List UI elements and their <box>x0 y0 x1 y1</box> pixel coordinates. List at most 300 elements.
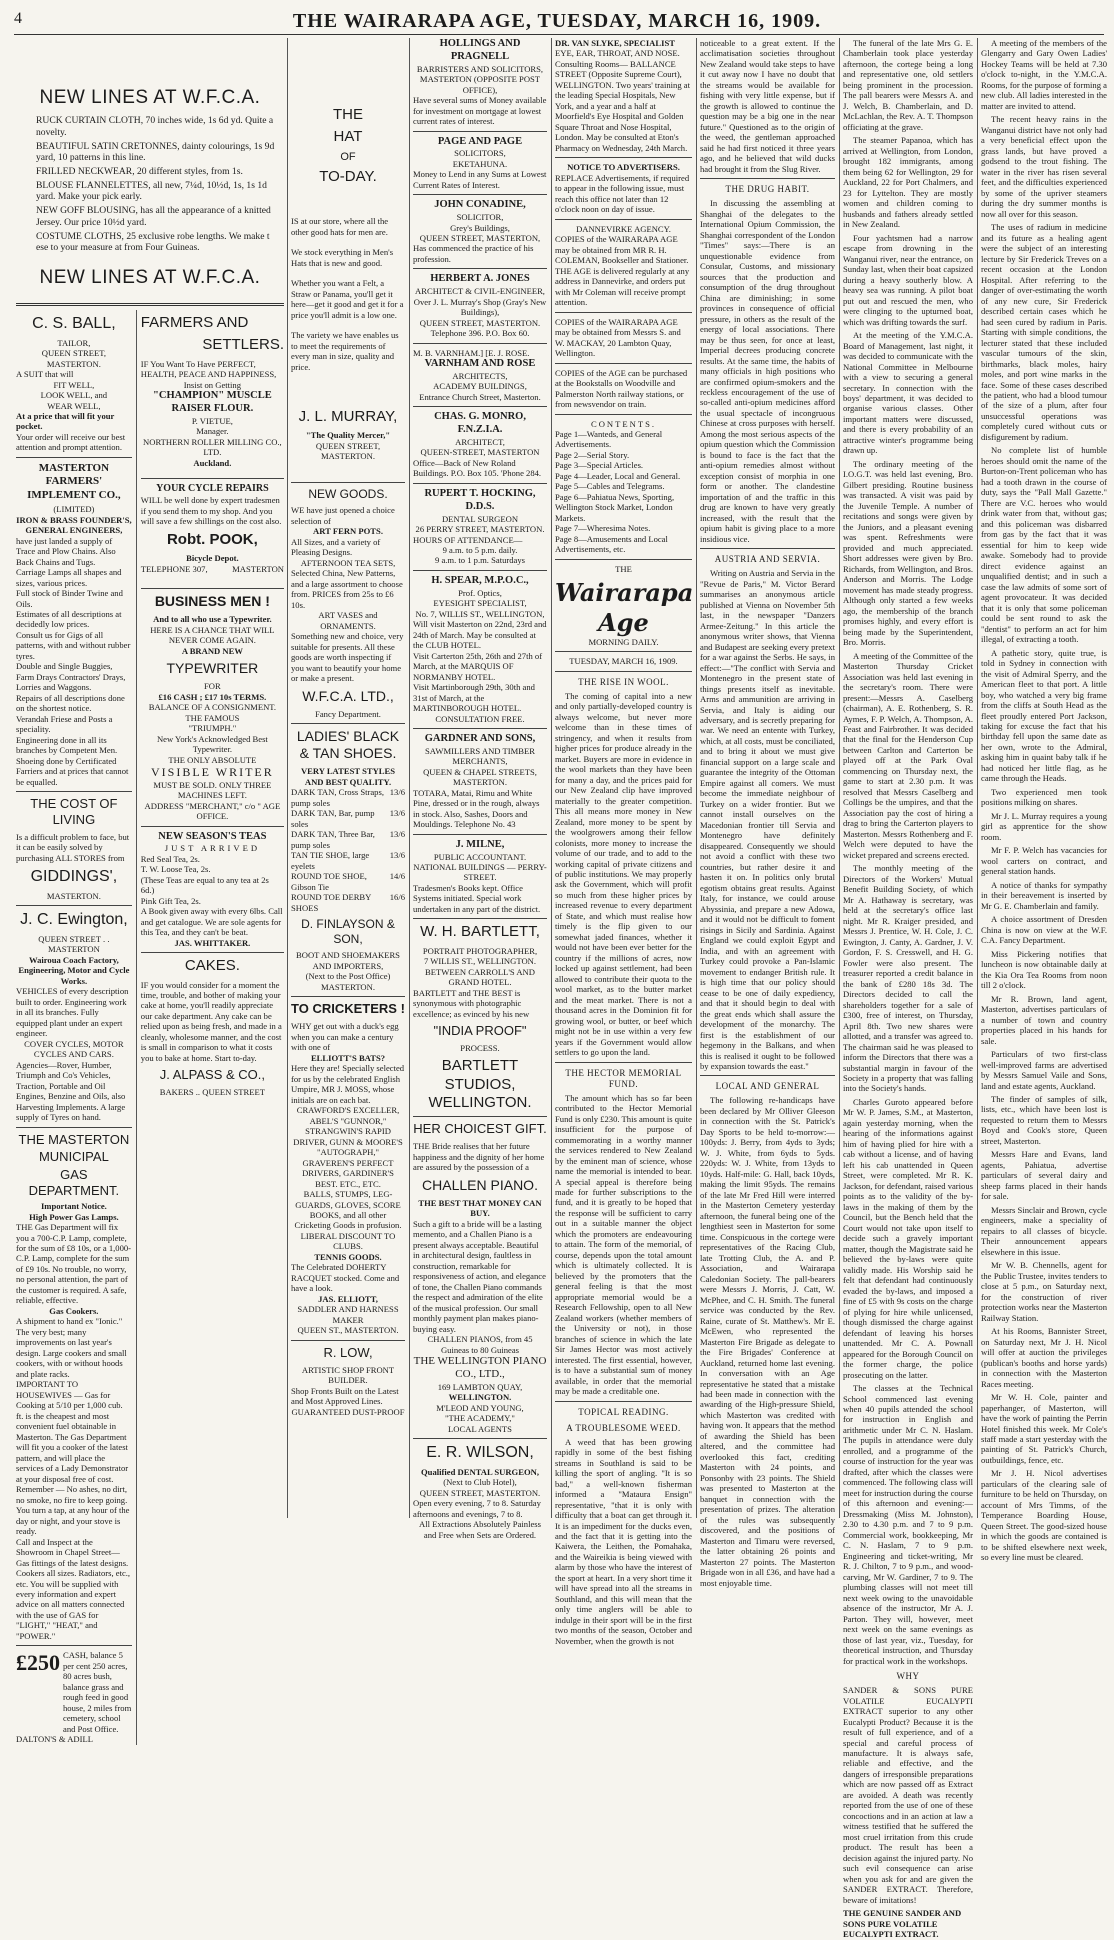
news-paragraph: A meeting of the Committee of the Masterton Thursday Cricket Association was held last evening in the secretary's room. There were present:—Messrs A. Caselberg (chairman), A. E. Rothenberg, S. R. Aymes, F. P. Welch, A. Thompson, A. Feast and Fairbrother. It was decided that the final for the Henderson Cup between Carlton and Carterton be played off at the Park Oval commencing on Thursday next, the game to start at 2.30 p.m. It was resolved that Messrs Caselberg and Collings be the umpires, and that the Association pay the cost of hiring a drag to bring the Carterton players to Masterton. Messrs Rothenberg and F. Welch were deputed to have the wicket prepared and screens erected. <box>843 650 973 860</box>
divider <box>555 363 692 364</box>
hat-text: Whether you want a Felt, a Straw or Panama, you'll get it here—get it good and get it for a price you'll admit is a low one. <box>291 278 404 320</box>
news-paragraph: Two experienced men took positions milking on shares. <box>981 786 1107 808</box>
mast-the: THE <box>615 563 632 574</box>
ball-note: Your order will receive our best attention and prompt attention. <box>16 431 126 453</box>
card-line: No. 7, WILLIS ST., WELLINGTON, <box>415 608 545 619</box>
divider <box>16 457 132 458</box>
news-paragraph: Mr W. B. Chennells, agent for the Public Trustee, invites tenders to close at 5 p.m., on Saturday next, for the construction of river protection works near the Masterton Railway Station. <box>981 1260 1107 1323</box>
gift-company: THE WELLINGTON PIANO CO., LTD., <box>413 1355 547 1381</box>
card <box>413 488 547 566</box>
list-item: Page 5—Cables and Telegrams. <box>555 481 665 492</box>
gas-heading: MUNICIPAL <box>38 1149 109 1165</box>
list-item: Double and Single Buggies, Farm Drays Contractors' Drays, Lorries and Waggons. <box>16 661 126 693</box>
card-line: EYESIGHT SPECIALIST, <box>433 598 527 609</box>
divider <box>16 905 132 906</box>
news-paragraph: Mr R. Brown, land agent, Masterton, advertises particulars of a number of town and country properties placed in his hands for sale. <box>981 993 1107 1046</box>
column-rule <box>696 38 697 1518</box>
news-paragraph: No complete list of humble heroes should omit the name of the Burton-on-Trent policeman who has had a tooth drawn in the course of duty, says the "Pall Mall Gazette." There are V.C. heroes who would drink water from that, without gas; and this policeman was disbarred from gas by the fact that it was essential for him to keep wide awake. Somebody had to provide direct evidence against an unqualified dentist; and in such a case the law admits of some sort of agent provocateur. It was decided that it is only that some policeman could be sent round to ask the "dentist" to perform an act for him illegal, of extracting a tooth. <box>981 445 1107 645</box>
card-line: QUEEN STREET, MASTERTON. <box>419 317 541 328</box>
news-paragraph: Mr W. H. Cole, painter and paperhanger, of Masterton, will have the work of painting the Perrin Hotel finished this week. Mr Cole's staff made a start yesterday with the painting of St. Patrick's Church, outbuildings, fence, etc. <box>981 1392 1107 1465</box>
shoe-price: 14/6 <box>389 871 405 882</box>
card-line: NATIONAL BUILDINGS — PERRY-STREET. <box>413 862 547 883</box>
news-paragraph: The ordinary meeting of the I.O.G.T. was held last evening, Bro. Gilbert presiding. Routine business was transacted. A visit was paid by the Juvenile Temple. A number of recitations and songs were given by the Juniors, and a pleasant evening was spent. Refreshments were provided and much appreciated. Short addresses were given by Bro. Richards, from Wellington, and Bros. Anderson and Morris. The Lodge movement has made steady progress. Although only started a few weeks ago, the membership of the branch promises highly, and every effort is being made by the Superintendent, Bro. Morris. <box>843 458 973 648</box>
shoe-item: ROUND TOE SHOE, Gibson Tie <box>291 871 367 892</box>
farmers-ltd: (LIMITED) <box>53 504 95 515</box>
bartlett-text: BARTLETT and THE BEST is synonymous with photographic excellence; as evinced by his new <box>413 987 530 1019</box>
business-only: THE ONLY ABSOLUTE <box>168 754 257 765</box>
settlers-manager-name: P. VIETUE, <box>191 415 233 426</box>
shoe-item: TAN TIE SHOE, large eyelets <box>291 850 370 871</box>
divider <box>413 406 547 407</box>
settlers-auckland: Auckland. <box>193 457 232 468</box>
masthead <box>0 0 1114 34</box>
column-rule <box>839 38 840 1518</box>
ball-line: WEAR WELL, <box>47 400 101 411</box>
list-item: Full stock of Binder Twine and Oils. <box>16 588 123 609</box>
vanslyke-name: DR. VAN SLYKE, SPECIALIST <box>555 38 675 48</box>
divider <box>16 303 284 306</box>
list-item: A Book given away with every 6lbs. Call and get catalogue. We are sole agents for this Tea, and they can't be beat. <box>140 906 283 938</box>
advertisers-text: REPLACE Advertisements, if required to appear in the following issue, must reach this office not later than 12 o'clock noon on day of issue. <box>555 172 690 215</box>
why-text: SANDER & SONS PURE VOLATILE EUCALYPTI EXTRACT superior to any other Eucalypti Product? Because it is the result of full experience, and of a special and careful process of manufacture. It is always safe, reliable and effective, and the dangers of irresponsible preparations which are now passed off as Extract are avoided. A death was recently reported from the use of one of these concoctions and in an action at law a witness testified that he suffered the most cruel irritation from this crude product. The result has been a decision against the injured party. No such evil consequence can arise when you ask for and are given the SANDER EXTRACT. Therefore, beware of imitations! <box>843 1685 973 1905</box>
newgoods-text: WE have just opened a choice selection of <box>291 505 395 526</box>
newgoods-name: W.F.C.A. LTD., <box>302 687 394 704</box>
business-sold: MUST BE SOLD. ONLY THREE MACHINES LEFT. <box>153 779 272 801</box>
gift-piano: CHALLEN PIANO. <box>422 1176 538 1193</box>
card-line: Has commenced the practice of his profession. <box>413 243 534 264</box>
column-4 <box>555 38 694 1646</box>
drug-text: In discussing the assembling at Shanghai of the delegates to the International Opium Commission, the Shanghai correspondent of the London "Times" says:—There is an unquestionable evidence from Consular, Customs, and missionary sources that the production and consumption of the drug throughout China are diminishing; in some provinces in consequence of official pressure, in others as the result of the energy of local associations. There may be thus seen, for once at least, Imperial decrees producing concrete results. At the same time, the habits of many officials in high positions who are confirmed opium-smokers and the reckless encouragement of the use of so-called anti-opium medicines afford the usual spectacle of incongruous Chinese at cross purposes with herself. Among the most serious aspects of the opium question which the Commission is bound to face is the fact that the anti-opium remedies almost without exception consist of morphia in one form or another. The clandestine importation of and the traffic in this drug are known to have very greatly increased, with the result that the opium habit is giving place to a more insidious vice. <box>700 198 835 544</box>
list-item: T. W. Loose Tea, 2s. <box>140 864 211 875</box>
shoe-price: 13/6 <box>389 787 405 798</box>
gift-text: Such a gift to a bride will be a lasting memento, and a Challen Piano is a present always acceptable. Beautiful in architectural design, faultless in construction, remarkable for responsiveness of action, and elegance of tone, the Challen Piano commands the respect and admiration of the elite of the musical profession. Our small monthly payment plan makes piano-buying easy. <box>413 1218 546 1334</box>
copies-text: COPIES of the WAIRARAPA AGE may be obtained from Messrs S. and W. MACKAY, 20 Lambton Quay, Wellington. <box>555 316 681 359</box>
wilson-footer: All Extractions Absolutely Painless and Free when Sets are Ordered. <box>419 1519 541 1540</box>
gift-academy: "THE ACADEMY," <box>445 1413 515 1424</box>
divider <box>413 268 547 269</box>
list-item: COSTUME CLOTHS, 25 exclusive robe lengths. We make t ese to your measure at from Four Guineas. <box>36 230 270 254</box>
divider <box>141 588 284 589</box>
card-line: Have several sums of Money available for investment on mortgage at lowest current rates of interest. <box>413 95 547 127</box>
card-line: Will visit Masterton on 22nd, 23rd and 24th of March. May be consulted at the CLUB HOTEL. <box>413 619 547 651</box>
hat-text: We stock everything in Men's Hats that is new and good. <box>291 247 394 268</box>
divider <box>700 548 835 549</box>
ladies-sub: VERY LATEST STYLES AND BEST QUALITY. <box>300 766 396 787</box>
wool-heading: THE RISE IN WOOL. <box>578 676 669 687</box>
card <box>413 733 547 830</box>
gas-text: A shipment to hand ex "Ionic." The very best; many improvements on last year's design. Large cookers and small cookers, with or without hoods and plate racks. <box>16 1316 127 1379</box>
ladies-heading: LADIES' BLACK & TAN SHOES. <box>296 728 400 762</box>
newgoods-text: All Sizes, and a variety of Pleasing Designs. <box>291 536 381 558</box>
pook-town: MASTERTON <box>232 563 284 574</box>
bartlett-studios: BARTLETT STUDIOS, WELLINGTON. <box>428 1057 532 1112</box>
divider <box>413 131 547 132</box>
hector-text: The amount which has so far been contributed to the Hector Memorial Fund is only £230. This amount is quite insufficient for the purpose of commemorating in a worthy manner the services rendered to New Zealand by the eminent man of science, whose name the memorial is intended to bear. A special appeal is therefore being made for further subscriptions to the fund, and it is greatly to be hoped that the response will be sufficient to carry out in a suitable manner the object which the promoters are endeavouring to attain. The form of the memorial, of course, depends upon the total amount which is ultimately collected. It is believed by the promoters that the general feeling is that the most appropriate memorial would be a Research Fellowship, open to all New Zealand workers (whether members of the University or not), in those branches of science in which the late Sir James Hector was most actively interested. The first essential, however, is to have a substantial sum of money available, in order that the memorial may be made a creditable one. <box>555 1092 692 1397</box>
austria-text: Writing on Austria and Servia in the "Revue de Paris," M. Victor Berard summarises an anonymous article published at Vienna on November 5th last, in the newspaper "Danzers Armee-Zeitung." In this article the anonymous writer shows, that Vienna and Budapest are seeking every pretext for a war against the Serbs. He says, in effect:—"The conflict with Servia and Montenegro in the present state of things presents itself as inevitable. Arms and ammunition are arriving in Servia, and Italy is aiding our adversary, and is secretly preparing for war. We need an entente with Turkey, which, at all costs, must be conciliated, and to bring it about we must give financial support on a large scale and guarantee the integrity of the Ottoman Empire against all comers. We must become the immediate neighbour of Turkey on a wider frontier. But we cannot install ourselves on the Macedonian frontier till Servia and Montenegro have definitely disappeared. Consequently we should not avoid a conflict with these two countries, but rather desire it and hasten it on. In politics only brutal egotism obtains great results. Against Italy, for instance, we could arouse Abyssinia, and prepare a new Adowa, and it would not be difficult to foment risings in Sicily and Sardinia. Against England we could exploit Egypt and India, and with an agreement with Turkey could provoke a Pan-Islamic movement to endanger British rule. It is high time that our policy should cease to be one of daily expediency, and that it should begin to deal with the great ends which shall assure the development of the monarchy. The first is the establishment of our hegemony in the Balkans, and when this is realised it ought to be followed by expansion towards the east." <box>700 568 835 1071</box>
wilson-name: E. R. WILSON, <box>426 1444 534 1462</box>
wool-text: The coming of capital into a new and only partially-developed country is always welcome, but never more welcome than in these times of stringency, and when it results from higher prices for produce already in the market. Buyers are more in evidence in the wool markets than they have been for many a day, and the prices paid for our New Zealand clip have improved materially to the greater competition. This all means more money in New Zealand, more money to be spent by the woolgrowers among their fellow colonists, more money to increase the volume of our trade, and to add to the working capital of private citizens and of public institutions. We may properly ask the Government, which will profit so much from these higher prices by increased revenue to every department of State, and which must realise how timely is the flip given to our somewhat jaded finances, whether it would not have been ever better for the country if the millions of acres, now locked up against settlement, had been allowed to contribute their quota to the wool market, as to the butter market and the meat market. There is not a thousand acres in the Dominion fit for growing wool, or butter, or beef which might not be in use within a very few years if the Government would allow settlers to go upon the land. <box>555 690 692 1058</box>
card-line: ACADEMY BUILDINGS, <box>433 381 527 392</box>
gas-text: IMPORTANT TO HOUSEWIVES — Gas for Cooking at 5/10 per 1,000 cub. ft. is the cheapest and most convenient fuel obtainable in Masterton. The Gas Department will fit you a cooker of the latest pattern, and will place the services of a Lady Demonstrator at your disposal free of cost. <box>16 1379 129 1484</box>
cricket-bats: ELLIOTT'S BATS? <box>310 1052 386 1063</box>
cricket-text: Here they are! Specially selected for us by the celebrated English Umpire, MR J. MOSS, whose initials are on each bat. <box>291 1063 405 1105</box>
card-line: QUEEN STREET, MASTERTON, <box>419 233 541 243</box>
masthead-title: Wairarapa Age <box>555 578 694 637</box>
newgoods-text: Something new and choice, very suitable for presents. All these goods are worth inspecting if you want to beautify your home or make a present. <box>291 631 404 684</box>
news-paragraph: Mr J. H. Nicol advertises particulars of the clearing sale of furniture to be held on Thursday, on account of Mrs Timms, of the Temperance Boarding House, Queen Street. The good-sized house in which the goods are contained is to be shifted elsewhere next week, so every line must be cleared. <box>981 1468 1107 1563</box>
newgoods-art: ART FERN POTS. <box>313 526 383 537</box>
murray-sub: "The Quality Mercer," <box>305 430 391 441</box>
business-sub: And to all who use a Typewriter. <box>153 614 272 625</box>
news-paragraph: The funeral of the late Mrs G. E. Chamberlain took place yesterday afternoon, the cortege being a long and representative one, old settlers being prominent in the procession. The pall bearers were Messrs A. and J. Welch, B. Chamberlain, and D. McLachlan, the Rev. A. T. Thompson officiating at the grave. <box>843 38 973 132</box>
price-250-text: CASH, balance 5 per cent 250 acres, 80 acres bush, balance grass and rough feed in good house, 2 miles from cemetery, school and Post Office. <box>63 1650 132 1734</box>
card-name: RUPERT T. HOCKING, D.D.S. <box>424 487 536 512</box>
card-line: Visit Carterton 25th, 26th and 27th of March, at the MARQUIS OF NORMANBY HOTEL. <box>413 650 543 682</box>
hector-heading: THE HECTOR MEMORIAL FUND. <box>565 1067 682 1089</box>
gas-text: Call and Inspect at the Showroom in Chapel Street—Gas fittings of the latest designs. Cookers all sizes. Radiators, etc., etc. You will be supplied with every information and expert advice on all matters connected with the use of GAS for "LIGHT," "HEAT," and "POWER." <box>16 1536 131 1641</box>
newgoods-vases: ART VASES and ORNAMENTS. <box>318 610 378 631</box>
card-name: JOHN CONADINE, <box>434 199 526 211</box>
low-name: R. LOW, <box>323 1344 373 1360</box>
bartlett-proof: "INDIA PROOF" <box>433 1023 527 1039</box>
divider <box>555 559 692 560</box>
divider <box>700 178 835 179</box>
card-line: ARCHITECT & CIVIL-ENGINEER, <box>415 286 545 297</box>
ball-sub: TAILOR, <box>57 337 91 348</box>
business-address: ADDRESS "MERCHANT," c/o " AGE OFFICE. <box>144 800 281 822</box>
gas-cookers: Gas Cookers. <box>49 1305 99 1316</box>
newgoods-dept: Fancy Department. <box>315 708 381 719</box>
pook-sub: Bicycle Depot. <box>186 553 239 564</box>
card-line: SOLICITOR, <box>456 212 504 223</box>
business-text: HERE IS A CHANCE THAT WILL NEVER COME AGAIN. <box>150 624 275 646</box>
column-rule <box>551 38 552 1518</box>
card-line: Over J. L. Murray's Shop (Gray's New Buildings), <box>413 296 547 318</box>
bartlett-process: PROCESS. <box>460 1042 500 1053</box>
news-paragraph: A meeting of the members of the Glengarry and Gary Owen Ladies' Hockey Teams will be held at 7.30 o'clock to-night, in the Y.M.C.A. Rooms, for the purpose of forming a new club. All ladies interested in the matter are invited to attend. <box>981 38 1107 111</box>
card <box>413 575 547 724</box>
business-price: £16 CASH ; £17 10s TERMS. <box>158 691 267 702</box>
card-line: 9 a.m. to 5 p.m. daily. <box>442 544 518 555</box>
divider <box>555 414 692 415</box>
dannevirke-heading: DANNEVIRKE AGENCY. <box>576 223 671 234</box>
column-2 <box>291 38 405 1518</box>
card-line: Office—Back of New Roland Buildings. P.O. Box 105. 'Phone 284. <box>413 457 542 479</box>
teas-name: JAS. WHITTAKER. <box>174 937 251 948</box>
card-name: PAGE AND PAGE <box>437 135 523 147</box>
column-rule <box>409 38 410 1518</box>
gas-lamps: High Power Gas Lamps. <box>29 1211 119 1222</box>
divider <box>16 791 132 792</box>
divider <box>291 1340 405 1341</box>
card-line: DENTAL SURGEON <box>441 513 519 524</box>
news-paragraph: Charles Guroto appeared before Mr W. P. James, S.M., at Masterton, again yesterday morning, when the hearing of the informations against him of having plied for hire with a cab without a license, and of having left his cab unattended in Queen Street, were completed. Mr R. K. Jackson, for defendant, raised various points as to the validity of the by-laws in the making of them by the Council, but the Bench held that the Court would not take upon itself to decide such a gravely important matter, though the Magistrate said he believed the by-laws were quite validly made. His Worship said he felt that defendant had continuously evaded the by-laws, and imposed a fine of £5 with 9s costs on the charge of plying for hire while unlicensed, though dismissed the charge against defendant of leaving his horses unattended. Mr C. A. Pownall appeared for the Borough Council on the former charge, the police prosecuting on the latter. <box>843 1096 973 1380</box>
list-item: have just landed a supply of Trace and Plow Chains. Also Back Chains and Tugs. <box>16 535 116 567</box>
settlers-manager: Manager. <box>196 426 229 437</box>
divider <box>16 1127 132 1128</box>
business-brand: A BRAND NEW <box>181 645 243 656</box>
wfca-items <box>16 115 284 254</box>
elliott-address: QUEEN ST., MASTERTON. <box>297 1325 399 1336</box>
divider <box>700 1075 835 1076</box>
low-text: Shop Fronts Built on the Latest and Most Approved Lines. <box>291 1385 399 1407</box>
divider <box>555 1401 692 1402</box>
cakes-name: J. ALPASS & CO., <box>159 1067 265 1083</box>
news-paragraph: Messrs Sinclair and Brown, cycle engineers, make a speciality of repairs to all classes of bicycle. Their announcement appears elsewhere in this issue. <box>981 1204 1107 1257</box>
contents-heading: CONTENTS. <box>590 418 657 429</box>
list-item: Page 3—Special Articles. <box>555 460 644 471</box>
divider <box>555 1062 692 1063</box>
ewington-address: QUEEN STREET . . MASTERTON <box>38 933 110 955</box>
settlers-text: Insist on Getting <box>183 379 242 390</box>
vanslyke-text: EYE, EAR, THROAT, AND NOSE. Consulting Rooms— BALLANCE STREET (Opposite Supreme Court), WELLINGTON. Two years' training at the leading Special Hospitals, New York, and a year and a half at Moorfield's Eye Hospital and Golden Square Throat and Nose Hospital, London. May be consulted at Eton's Pharmacy on Wednesday, 24th March. <box>555 48 690 153</box>
ewington-covers: COVER CYCLES, MOTOR CYCLES AND CARS. <box>24 1038 124 1060</box>
news-paragraph: Mr J. L. Murray requires a young girl as apprentice for the show room. <box>981 810 1107 842</box>
wilson-hours: Open every evening, 7 to 8. Saturday afternoons and evenings, 7 to 8. <box>413 1498 541 1519</box>
gift-address: 169 LAMBTON QUAY, <box>437 1381 523 1392</box>
austria-heading: AUSTRIA AND SERVIA. <box>714 554 821 565</box>
business-visible: VISIBLE WRITER <box>150 765 274 780</box>
divider <box>141 826 284 827</box>
card <box>413 136 547 191</box>
settlers-title-2: SETTLERS. <box>202 336 284 354</box>
card <box>413 348 547 403</box>
settlers-text: IF You Want To Have PERFECT, HEALTH, PEACE AND HAPPINESS, <box>140 358 277 380</box>
news-paragraph: The finder of samples of silk, lists, etc., which have been lost is requested to return them to Messrs Boyd and Cook's store, Queen street, Masterton. <box>981 1093 1107 1146</box>
divider <box>413 1438 547 1439</box>
newgoods-tea: AFTERNOON TEA SETS, <box>300 557 396 568</box>
local-text: The following re-handicaps have been declared by Mr Olliver Gleeson in connection with the St. Patrick's Day Sports to be held to-morrow:—100yds: J. Berry, from 4yds to 3yds; W. J. White, from 6yds to 5yds. 220yds: W. J. White, from 13yds to 10yds. Half-mile: G. Hall, back 10yds, making the limit 95yds. The remains of the late Mr Fred Hill were interred in the Masterton Cemetery yesterday afternoon, the funeral being one of the lengthiest seen in Masterton for some time. Conspicuous in the cortege were representatives of the Racing Club, late Trotting Club, the A. and P. Association, and Wairarapa Caledonian Society. The pall-bearers were Messrs J. Morris, J. Catt, W. McPhee, and C. H. Smith. The funeral service was conducted by the Rev. Raine, curate of St. Matthew's. Mr E. McEwen, who represented the Masterton Fire Brigade as delegate to the Fire Brigades' Conference at Auckland, returned home last evening. In conversation with an Age representative he stated that a mistake had been made in connection with the awarding of the High-pressure Shield, which Masterton was credited with having won. It appears that the method of awarding the Shield has been altered, and the committee had overlooked this fact, crediting Masterton with 24 points, and Ponsonby with 23 points. The Shield was presented to Masterton at the banquet in connection with the presentation of prizes. The alteration of the rules was subsequently discovered, and the positions of Masterton and Timaru were reversed, the latter obtaining 26 points and Masterton 27 points. The Masterton Brigade won in all £36, and have had a most enjoyable time. <box>700 1095 835 1588</box>
mast-sub: MORNING DAILY. <box>588 636 659 647</box>
divider <box>413 834 547 835</box>
card <box>413 839 547 915</box>
list-item: Page 8—Amusements and Local Advertisements, etc. <box>555 533 668 555</box>
hat-title: THE <box>333 106 363 123</box>
card-name: H. SPEAR, M.P.O.C., <box>431 574 529 586</box>
settlers-mill: NORTHERN ROLLER MILLING CO., LTD. <box>143 436 282 458</box>
divider <box>291 482 405 483</box>
card-name: CHAS. G. MONRO, F.N.Z.I.A. <box>434 411 526 436</box>
bartlett-sub: PORTRAIT PHOTOGRAPHER, <box>422 945 538 956</box>
news-paragraph: The steamer Papanoa, which has arrived at Wellington, from London, brought 182 immigrants, among them being 62 for Wellington, 29 for Auckland, 22 for Port Chalmers, and 23 for Lyttelton. They are mostly women and children coming to husbands and fathers already settled in New Zealand. <box>843 135 973 230</box>
cricket-balls: BALLS, STUMPS, LEG-GUARDS, GLOVES, SCORE BOOKS, and all other Cricketing Goods in profusion. <box>294 1189 402 1231</box>
card-line: PUBLIC ACCOUNTANT. <box>433 851 527 862</box>
drug-heading: THE DRUG HABIT. <box>725 184 810 195</box>
card-line: BARRISTERS AND SOLICITORS, <box>416 63 544 74</box>
elliott-sub: SADDLER AND HARNESS MAKER <box>297 1304 399 1325</box>
business-balance: BALANCE OF A CONSIGNMENT. <box>148 702 277 713</box>
card-line: QUEEN-STREET, MASTERTON <box>420 447 540 458</box>
gift-heading: HER CHOICEST GIFT. <box>413 1121 547 1137</box>
card-line: SAWMILLERS AND TIMBER MERCHANTS, <box>425 745 535 767</box>
list-item: Page 7—Wheresima Notes. <box>555 523 651 534</box>
divider <box>555 312 692 313</box>
advertisers-heading: NOTICE TO ADVERTISERS. <box>567 162 680 173</box>
shoe-price: 13/6 <box>389 850 405 861</box>
giddings-address: MASTERTON. <box>46 890 101 901</box>
list-item: Engineering done in all its branches by Competent Men. <box>16 734 118 756</box>
ball-address: QUEEN STREET, MASTERTON. <box>41 348 107 369</box>
divider <box>413 1116 547 1117</box>
business-famous: THE FAMOUS <box>185 712 240 723</box>
farmers-title: MASTERTON FARMERS' IMPLEMENT CO., <box>27 461 121 501</box>
list-item: Verandah Friese and Posts a speciality. <box>16 713 113 735</box>
cost-heading: THE COST OF LIVING <box>30 796 118 828</box>
hat-title: TO-DAY. <box>319 168 377 185</box>
card-name: J. MILNE, <box>455 838 505 850</box>
gift-town: WELLINGTON. <box>448 1392 512 1403</box>
divider <box>16 1645 132 1646</box>
cakes-footer: BAKERS .. QUEEN STREET <box>159 1087 266 1098</box>
news-paragraph: At the meeting of the Y.M.C.A. Board of Management, last night, it was decided to communicate with the National Committee in Melbourne with a view to securing a general secretary. In connection with the boys' department, it was decided to organise various classes. Other important matters were discussed, and there is every probability of an attractive winter's programme being drawn up. <box>843 330 973 456</box>
settlers-brand: "CHAMPION" MUSCLE RAISER FLOUR. <box>153 390 272 414</box>
gas-heading: THE MASTERTON <box>18 1131 130 1147</box>
card-name: HOLLINGS AND PRAGNELL <box>439 38 521 62</box>
divider <box>291 723 405 724</box>
ball-name: C. S. BALL, <box>32 315 116 333</box>
shoe-item: DARK TAN, Three Bar, pump soles <box>291 829 375 850</box>
topical-text: A weed that has been growing rapidly in some of the best fishing streams in Southland is said to be killing the sport of angling. "It is so bad," a well-known fisherman informed a "Mataura Ensign" representative, "that it is only with difficulty that a boat can get through it. It is an impediment for the ducks even, and the fact that it is getting into the Kaiwera, the Leithen, the Pomahaka, and the Waireikia is being viewed with alarm by those who have the interest of the sport at heart. In a very short time it will have spread into all the streams in Southland, and this will mean that the only time anglers will be able to indulge in their sport will be in the first two months of the season, October and November, when the growth is not <box>555 1436 692 1646</box>
cycle-text: WILL be well done by expert tradesmen if you send them to my shop. And you will save a few shillings on the cost also. <box>140 495 282 527</box>
column-7 <box>981 38 1107 1563</box>
cycle-heading: YOUR CYCLE REPAIRS <box>156 483 269 495</box>
finlayson-address: (Next to the Post Office) MASTERTON. <box>305 971 391 992</box>
divider <box>413 570 547 571</box>
card-line: M. B. VARNHAM.] [E. J. ROSE. <box>413 347 530 358</box>
news-paragraph: The monthly meeting of the Directors of the Workers' Mutual Benefit Building Society, of which Mr A. Hathaway is secretary, was held at the secretary's office last night. Mr R. Kraiger presided, and Messrs J. Prentice, W. H. Cole, J. C. Ewington, J. Canty, A. Gardner, J. V. Gordon, F. S. Cresswell, and H. G. Fowler were also present. The treasurer reported a credit balance in the bank of £280 18s 3d. The Directors decided to call the shareholders together for a sale of £300, free of interest, on Thursday, April 8th. Two new shares were allotted, and a transfer was agreed to. The chairman said he was pleased to inform the Directors that there was a substantial margin in favour of the Society in a property that was falling into the Society's hands. <box>843 863 973 1094</box>
card-line: QUEEN & CHAPEL STREETS, MASTERTON. <box>423 766 537 788</box>
news-paragraph: A notice of thanks for sympathy in their bereavement is inserted by Mr G. E. Chamberlain and family. <box>981 879 1107 911</box>
why-footer: THE GENUINE SANDER AND SONS PURE VOLATILE EUCALYPTI EXTRACT. <box>843 1908 962 1940</box>
shoe-item: ROUND TOE DERBY SHOES <box>291 892 372 913</box>
card-line: Tradesmen's Books kept. Office Systems initiated. Special work undertaken in any part of the district. <box>413 882 541 914</box>
list-item: Page 4—Leader, Local and General. <box>555 470 681 481</box>
ewington-name: J. C. Ewington, <box>20 911 128 929</box>
card-line: ARCHITECT, <box>455 437 505 447</box>
card-line: ARCHITECTS, <box>452 370 508 381</box>
news-paragraph: Messrs Hare and Evans, land agents, Pahiatua, advertise particulars of several dairy and sheep farms placed in their hands for sale. <box>981 1149 1107 1202</box>
card-line: MASTERTON (OPPOSITE POST OFFICE), <box>419 74 541 95</box>
why-heading: WHY <box>896 1671 920 1682</box>
news-paragraph: A pathetic story, quite true, is told in Sydney in connection with the visit of Admiral Sperry, and the American fleet to that port. A little boy, who watched a very big frame from the cliffs at South Head as the fleet proudly entered Port Jackson, taking for excuse the fact that his birthday fell upon the same date as her own, wrote to the Admiral, asking him in quaint baby talk if he had noticed her little flag, as he came through the Heads. <box>981 647 1107 784</box>
list-item: Page 6—Pahiatua News, Sporting, Wellington Stock Market, London Markets. <box>555 491 675 523</box>
news-paragraph: Particulars of two first-class well-improved farms are advertised by Messrs Samuel Vaile and Sons, land and estate agents, Auckland. <box>981 1049 1107 1091</box>
hat-title: OF <box>340 150 356 163</box>
news-paragraph: The recent heavy rains in the Wanganui district have not only had a very beneficial effect upon the grass lands, but have proved a godsend to the trout fishing. The water in the river has risen several feet, and the difficulties experienced by some of the upriver steamers during the dry summer months is now all over for this season. <box>981 114 1107 219</box>
bartlett-between: BETWEEN CARROLL'S AND GRAND HOTEL. <box>425 966 535 988</box>
column-rule <box>977 38 978 1518</box>
tennis-heading: TENNIS GOODS. <box>314 1251 382 1262</box>
shoe-price: 13/6 <box>389 829 405 840</box>
card-line: 9 a.m. to 1 p.m. Saturdays <box>435 555 525 566</box>
list-item: Repairs of all descriptions done on the shortest notice. <box>16 692 125 714</box>
card-line: CONSULTATION FREE. <box>435 713 525 724</box>
list-item: FRILLED NECKWEAR, 20 different styles, from 1s. <box>36 165 243 177</box>
card <box>413 273 547 338</box>
tennis-text: The Celebrated DOHERTY RACQUET stocked. Come and have a look. <box>291 1262 400 1294</box>
bartlett-name: W. H. BARTLETT, <box>420 923 540 941</box>
divider <box>413 918 547 919</box>
ball-line: A SUIT that will <box>16 369 74 380</box>
divider <box>413 728 547 729</box>
gift-agents: M'LEOD AND YOUNG, <box>436 1402 524 1413</box>
shoe-item: DARK TAN, Cross Straps, pump soles <box>291 787 384 808</box>
cakes-text: IF you would consider for a moment the time, trouble, and bother of making your cake at home, you'll readily appreciate our cake department. Any cake can be relied upon as being fresh, and made in a cleanly, wholesome manner, and the cost is small in comparison to what it costs you to bake at home. Start to-day. <box>140 979 282 1063</box>
wilson-address: QUEEN STREET, MASTERTON. <box>419 1487 541 1498</box>
card-line: Prof. Optics, <box>458 587 502 598</box>
finlayson-name: D. FINLAYSON & SON, <box>301 917 395 946</box>
card-name: VARNHAM AND ROSE <box>424 358 536 370</box>
gas-heading: GAS DEPARTMENT. <box>28 1167 120 1199</box>
copies-text: COPIES of the AGE can be purchased at the Bookstalls on Woodville and Palmerston North railway stations, or from newsvendor on train. <box>555 367 688 410</box>
card <box>413 199 547 264</box>
ball-price: At a price that will fit your pocket. <box>16 410 115 432</box>
gas-text: THE Gas Department will fix you a 700-C.P. Lamp, complete, for the sum of £8 10s, or a 1,000-C.P. Lamp, complete for the sum of £9 10s. No trouble, no worry, no personal attention, the part of the customer is required. A safe, reliable, effective. <box>16 1222 132 1306</box>
masthead-rule <box>14 34 1104 35</box>
price-250: £250 <box>16 1650 60 1676</box>
card <box>413 411 547 479</box>
ball-line: FIT WELL, <box>53 379 95 390</box>
divider <box>291 996 405 997</box>
card-name: HERBERT A. JONES <box>430 273 530 285</box>
local-heading: LOCAL AND GENERAL <box>715 1081 820 1092</box>
business-newyork: New York's Acknowledged Best Typewriter. <box>156 733 268 755</box>
low-sub: ARTISTIC SHOP FRONT BUILDER. <box>301 1364 395 1386</box>
card-line: Telephone 396. P.O. Box 60. <box>430 328 530 339</box>
list-item: Page 2—Serial Story. <box>555 449 630 460</box>
news-paragraph: A choice assortment of Dresden China is now on view at the W.F. C.A. Fancy Department. <box>981 914 1107 946</box>
wilson-sub: Qualified DENTAL SURGEON, <box>420 1466 540 1477</box>
card-line: SOLICITORS, <box>454 148 506 159</box>
newgoods-text: Selected China, New Patterns, and a large assortment to choose from. PRICES from 25s to £6 10s. <box>291 568 403 610</box>
newspaper-title: THE WAIRARAPA AGE, TUESDAY, MARCH 16, 1909. <box>292 10 822 32</box>
pook-name: Robt. POOK, <box>166 530 258 548</box>
cricket-discount: LIBERAL DISCOUNT TO CLUBS. <box>300 1230 396 1252</box>
card-line: Visit Martinborough 29th, 30th and 31st of March, at the MARTINBOROUGH HOTEL. <box>413 682 535 714</box>
hat-title: HAT <box>333 128 363 146</box>
list-item: Carriage Lamps all shapes and sizes, various prices. <box>16 567 122 588</box>
card-line: 26 PERRY STREET, MASTERTON. <box>415 524 545 535</box>
business-triumph: "TRIUMPH." <box>188 723 237 734</box>
divider <box>413 343 547 344</box>
list-item: Estimates of all descriptions at decidedly low prices. <box>16 608 122 630</box>
page-number: 4 <box>14 10 22 27</box>
card-line: Money to Lend in any Sums at Lowest Current Rates of Interest. <box>413 169 547 190</box>
date-line: TUESDAY, MARCH 16, 1909. <box>569 656 678 667</box>
topical-sub: A TROUBLESOME WEED. <box>566 1422 681 1433</box>
list-item: Red Seal Tea, 2s. <box>140 853 200 864</box>
pook-phone: TELEPHONE 307, <box>140 563 208 574</box>
news-paragraph: Four yachtsmen had a narrow escape from drowning in the Wanganui river, near the entrance, on Sunday last, when their boat capsized during a heavy southerly blow. A heavy sea was running. A pilot boat put out and rescued the men, who were clinging to the upturned boat, which was drifting towards the surf. <box>843 232 973 327</box>
shoe-price: 16/6 <box>389 892 405 903</box>
business-heading: BUSINESS MEN ! <box>154 593 270 610</box>
ewington-sub: Wairoua Coach Factory, Engineering, Motor and Cycle Works. <box>18 954 130 986</box>
dannevirke-text: COPIES of the WAIRARAPA AGE may be obtained from MR R. H. COLEMAN, Bookseller and Stationer. THE AGE is delivered regularly at any address in Dannevirke, and orders put with Mr Coleman will receive prompt attention. <box>555 234 690 308</box>
news-paragraph: Miss Pickering notifies that luncheon is now obtainable daily at the Kia Ora Tea Rooms from noon till 2 o'clock. <box>981 948 1107 991</box>
list-item: Page 1—Wanteds, and General Advertisements. <box>555 428 663 450</box>
elliott-name: JAS. ELLIOTT, <box>318 1293 378 1304</box>
divider <box>555 671 692 672</box>
hat-text: IS at our store, where all the other good hats for men are. <box>291 216 389 237</box>
cricket-text: WHY get out with a duck's egg when you can make a century with one of <box>291 1021 399 1053</box>
news-paragraph: The uses of radium in medicine and its future as a healing agent were the subject of an interesting lecture by Sir Frederick Treves on a recent occasion at the London Hospital. After referring to the danger of over-estimating the worth of any new cure, Sir Frederick described certain cases which he had seen cured by radium in Paris. Starting with simple conditions, the lecturer stated that these included vascular tumours of the skin, birthmarks, black moles, hairy moles, and port wine marks in the face. Some of these cases described the patient, who had a blood tumour of the size of a plum, after four unsuccessful operations was completely cured without cuts or disfigurement by radium. <box>981 222 1107 442</box>
giddings-name: GIDDINGS', <box>30 868 118 886</box>
card-line: TOTARA, Matai, Rimu and White Pine, dressed or in the rough, always in stock. Also, Sashes, Doors and Mouldings. Telephone No. 43 <box>413 787 540 830</box>
list-item: Pink Gift Tea, 2s. <box>140 895 201 906</box>
col1-footer: DALTON'S & ADILL <box>16 1734 93 1745</box>
divider <box>413 194 547 195</box>
business-typewriter: TYPEWRITER <box>166 660 259 677</box>
